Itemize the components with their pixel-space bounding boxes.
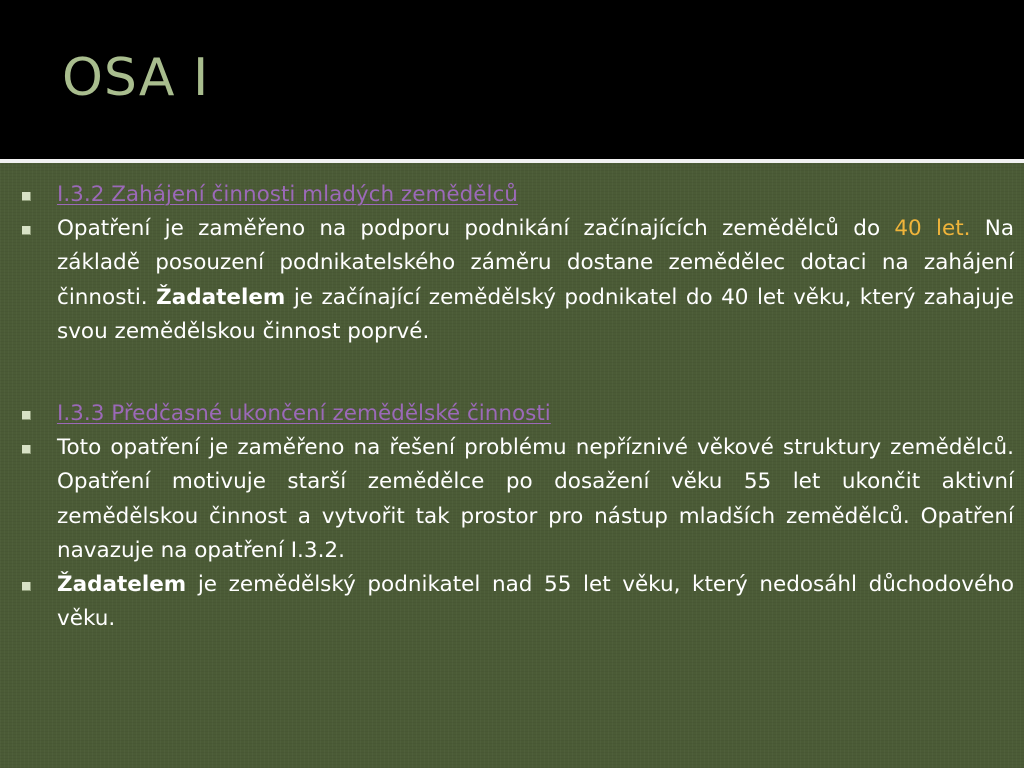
title-divider (0, 159, 1024, 163)
bullet-item-heading-1 (22, 178, 1014, 212)
slide-content (22, 178, 1014, 636)
title-bar (0, 0, 1024, 159)
heading-link-i-3-2[interactable]: I.3.2 Zahájení činnosti mladých zemědělců (57, 182, 518, 207)
square-bullet-icon (22, 582, 31, 591)
square-bullet-icon (22, 411, 31, 420)
bold-term: Žadatelem (57, 572, 187, 598)
bullet-item-heading-2 (22, 397, 1014, 431)
bullet-item-paragraph-3 (22, 568, 1014, 636)
bullet-item-paragraph-1 (22, 212, 1014, 349)
spacer (22, 349, 1014, 397)
bold-term: Žadatelem (156, 284, 286, 310)
paragraph-text: Na základě posouzení podnikatelského záměru dostane zemědělec dotaci na zahájení činnosti. (57, 216, 1014, 310)
paragraph-text: je zemědělský podnikatel nad 55 let věku, který nedosáhl důchodového věku. (57, 572, 1014, 632)
paragraph-text: Toto opatření je zaměřeno na řešení problému nepříznivé věkové struktury zemědělců. Opatření motivuje starší zemědělce po dosažení věku 55 let ukončit aktivní zemědělskou činnost a vytvořit tak prostor pro nástup mladších zemědělců. Opatření navazuje na opatření I.3.2. (57, 435, 1014, 563)
highlighted-age: 40 let. (894, 216, 971, 242)
slide-title: OSA I (62, 48, 210, 108)
heading-link-i-3-3[interactable]: I.3.3 Předčasné ukončení zemědělské činnosti (57, 401, 551, 427)
paragraph-text: je začínající zemědělský podnikatel do 40 let věku, který zahajuje svou zemědělskou činnost poprvé. (57, 284, 1014, 344)
bullet-item-paragraph-2 (22, 431, 1014, 568)
square-bullet-icon (22, 192, 31, 201)
square-bullet-icon (22, 445, 31, 454)
square-bullet-icon (22, 226, 31, 235)
paragraph-text: Opatření je zaměřeno na podporu podnikání začínajících zemědělců do (57, 216, 895, 242)
